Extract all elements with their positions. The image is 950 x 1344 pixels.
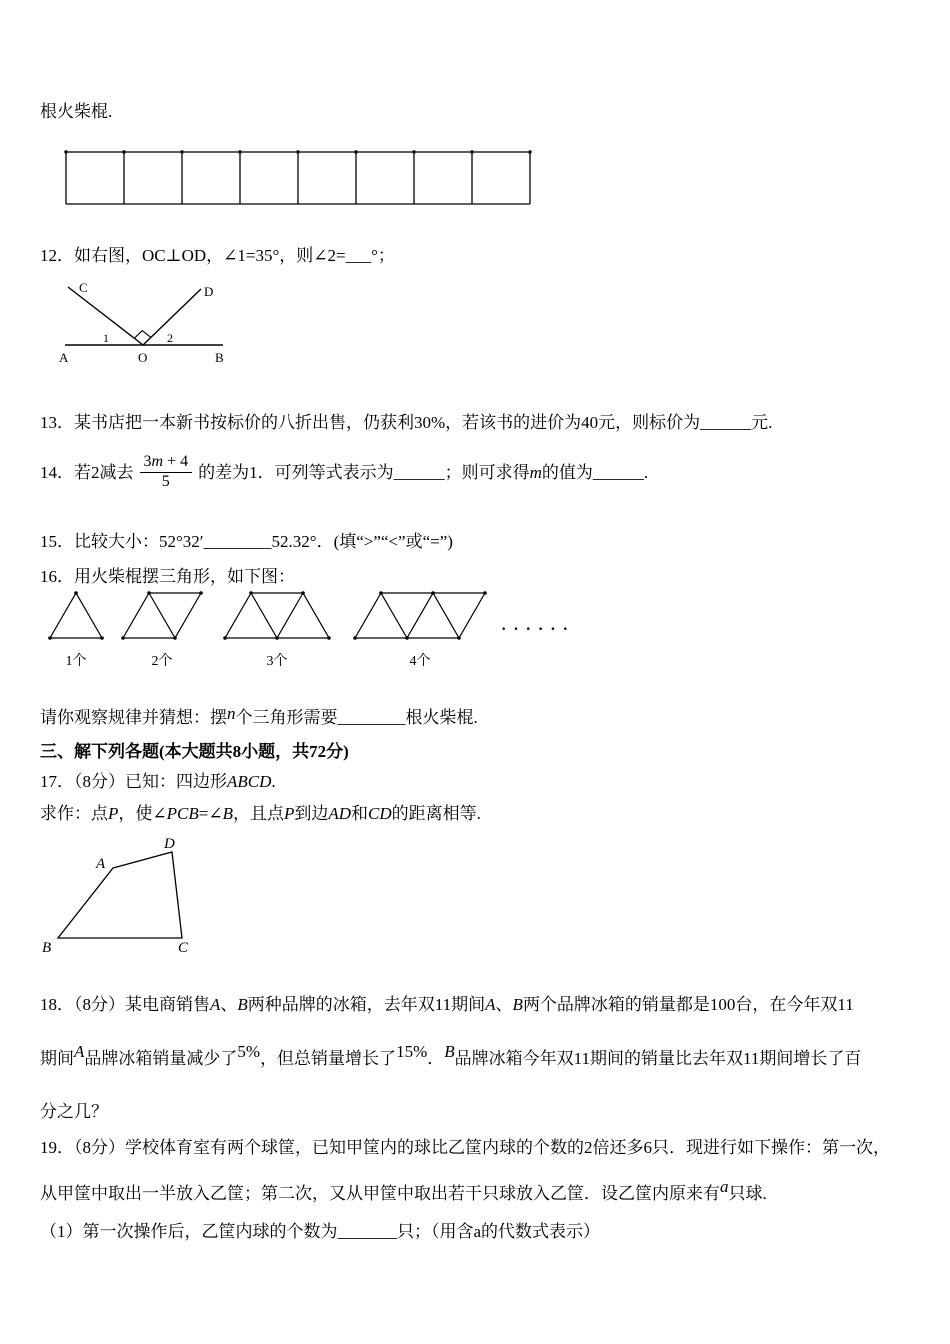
quadrilateral-figure	[38, 836, 253, 958]
question-15: 15．比较大小：52°32′________52.32°．(填“>”“<”或“=”)	[40, 532, 453, 551]
label-count-2: 2个	[151, 654, 173, 669]
question-19-line2: 从甲筐中取出一半放入乙筐；第二次，又从甲筐中取出若干只球放入乙筐．设乙筐内原来有a只球.	[40, 1177, 767, 1203]
question-18-line3: 分之几？	[40, 1102, 108, 1121]
label-angle-2: 2	[167, 331, 173, 345]
triangle-group-2	[123, 593, 201, 638]
question-13: 13．某书店把一本新书按标价的八折出售，仍获利30%，若该书的进价为40元，则标价为______元.	[40, 413, 773, 432]
label-D: D	[164, 836, 175, 852]
question-18-line1: 18．（8分）某电商销售A、B两种品牌的冰箱，去年双11期间A、B两个品牌冰箱的销量都是100台，在今年双11	[40, 995, 854, 1014]
right-angle-mark	[134, 331, 151, 339]
question-12: 12．如右图，OC⊥OD，∠1=35°，则∠2=___°；	[40, 246, 395, 265]
q14-text-post: 的差为1．可列等式表示为______；则可求得m的值为______.	[198, 462, 649, 482]
label-D: D	[204, 284, 214, 299]
label-A: A	[96, 856, 106, 872]
q14-fraction-numerator: 3m + 4	[140, 453, 193, 473]
label-angle-1: 1	[103, 331, 109, 345]
q14-fraction	[140, 453, 193, 492]
triangle-group-3	[225, 593, 329, 638]
quad-outline	[58, 852, 182, 938]
triangle-group-1	[50, 593, 102, 638]
label-count-1: 1个	[65, 654, 87, 669]
matchstick-triangles-figure	[45, 586, 605, 670]
triangle-group-4	[355, 593, 485, 638]
label-O: O	[138, 350, 148, 365]
question-17-line1: 17．（8分）已知：四边形ABCD.	[40, 772, 276, 791]
question-19-line3: （1）第一次操作后，乙筐内球的个数为_______只；（用含a的代数式表示）	[40, 1222, 601, 1241]
label-C: C	[178, 940, 189, 956]
section-3-heading: 三、解下列各题(本大题共8小题，共72分)	[40, 742, 349, 761]
question-14	[40, 448, 648, 496]
label-B: B	[215, 350, 224, 365]
question-19-line1: 19．（8分）学校体育室有两个球筐，已知甲筐内的球比乙筐内球的个数的2倍还多6只．现进行如下操作：第一次，	[40, 1138, 890, 1157]
ellipsis-dots: ······	[500, 616, 574, 641]
label-count-3: 3个	[266, 654, 288, 669]
question-17-line2: 求作：点P，使∠PCB=∠B，且点P到边AD和CD的距离相等.	[40, 804, 481, 823]
carryover-line: 根火柴棍.	[40, 102, 113, 121]
q14-fraction-denominator: 5	[161, 473, 170, 490]
question-16: 16．用火柴棍摆三角形，如下图：	[40, 567, 295, 586]
label-A: A	[59, 350, 69, 365]
angle-figure	[55, 276, 240, 368]
label-B: B	[42, 940, 52, 956]
triangle-vertex-dots	[48, 591, 487, 640]
q16-conjecture: 请你观察规律并猜想：摆n个三角形需要________根火柴棍.	[40, 704, 478, 727]
label-count-4: 4个	[409, 654, 431, 669]
question-18-line2: 期间A品牌冰箱销量减少了5%，但总销量增长了15%．B品牌冰箱今年双11期间的销量比去年双11期间增长了百	[40, 1042, 862, 1068]
q14-text-pre: 14．若2减去	[40, 462, 134, 482]
label-C: C	[79, 280, 88, 295]
matchstick-squares-figure	[63, 146, 535, 208]
